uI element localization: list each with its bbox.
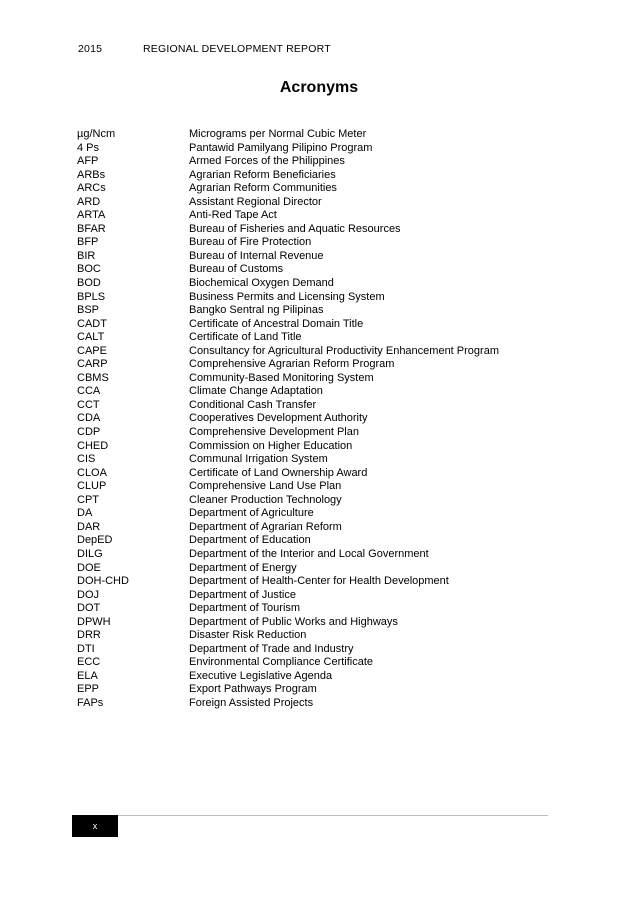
acronym-row — [77, 697, 547, 711]
acronym-abbr: CADT — [77, 317, 107, 330]
acronym-definition: Commission on Higher Education — [189, 439, 353, 452]
acronym-abbr: AFP — [77, 155, 99, 168]
acronym-abbr: CALT — [77, 331, 105, 344]
acronym-row — [77, 304, 547, 318]
acronym-definition: Department of Agriculture — [189, 507, 314, 520]
acronym-abbr: BFAR — [77, 222, 106, 235]
acronym-row — [77, 263, 547, 277]
acronym-row — [77, 331, 547, 345]
acronym-abbr: BPLS — [77, 290, 106, 303]
acronym-definition: Certificate of Ancestral Domain Title — [189, 317, 364, 330]
acronym-abbr: DPWH — [77, 615, 111, 628]
acronym-abbr: CCT — [77, 398, 100, 411]
acronym-abbr: µg/Ncm — [77, 128, 116, 140]
acronym-row — [77, 589, 547, 603]
acronym-abbr: ARD — [77, 195, 101, 208]
acronym-definition: Conditional Cash Transfer — [189, 398, 317, 411]
acronym-abbr: CLOA — [77, 466, 107, 479]
acronym-row — [77, 209, 547, 223]
acronym-row — [77, 670, 547, 684]
acronym-row — [77, 318, 547, 332]
acronym-abbr: CBMS — [77, 371, 109, 384]
acronym-definition: Comprehensive Agrarian Reform Program — [189, 358, 395, 371]
acronym-definition: Consultancy for Agricultural Productivity Enhancement Program — [189, 344, 499, 357]
acronym-definition: Business Permits and Licensing System — [189, 290, 385, 303]
acronym-definition: Disaster Risk Reduction — [189, 629, 307, 642]
running-header — [78, 43, 331, 55]
acronym-abbr: CHED — [77, 439, 109, 452]
acronym-definition: Agrarian Reform Beneficiaries — [189, 168, 336, 181]
acronym-definition: Bureau of Fire Protection — [189, 236, 312, 249]
acronym-definition: Environmental Compliance Certificate — [189, 656, 374, 669]
acronym-definition: Bureau of Customs — [189, 263, 284, 276]
acronym-row — [77, 291, 547, 305]
acronym-definition: Bureau of Internal Revenue — [189, 249, 324, 262]
acronym-abbr: DILG — [77, 547, 103, 560]
acronym-abbr: CCA — [77, 385, 101, 398]
acronym-row — [77, 467, 547, 481]
header-report-title: REGIONAL DEVELOPMENT REPORT — [143, 43, 331, 55]
acronym-definition: Anti-Red Tape Act — [189, 209, 277, 222]
acronym-abbr: CLUP — [77, 480, 107, 493]
acronym-definition: Cooperatives Development Authority — [189, 412, 368, 425]
acronym-abbr: ECC — [77, 656, 101, 669]
acronym-abbr: CARP — [77, 358, 108, 371]
acronym-row — [77, 534, 547, 548]
acronym-definition: Bureau of Fisheries and Aquatic Resources — [189, 222, 401, 235]
acronym-row — [77, 548, 547, 562]
acronym-definition: Assistant Regional Director — [189, 195, 322, 208]
acronym-definition: Pantawid Pamilyang Pilipino Program — [189, 141, 373, 154]
acronym-abbr: DA — [77, 507, 93, 520]
acronym-abbr: DOE — [77, 561, 101, 574]
acronym-row — [77, 480, 547, 494]
acronym-row — [77, 643, 547, 657]
acronym-definition: Climate Change Adaptation — [189, 385, 323, 398]
acronym-definition: Micrograms per Normal Cubic Meter — [189, 128, 367, 140]
acronym-definition: Certificate of Land Ownership Award — [189, 466, 368, 479]
acronym-abbr: BOC — [77, 263, 101, 276]
acronym-row — [77, 182, 547, 196]
acronym-definition: Foreign Assisted Projects — [189, 696, 314, 709]
acronym-row — [77, 385, 547, 399]
acronym-abbr: DTI — [77, 642, 95, 655]
acronym-row — [77, 575, 547, 589]
acronym-row — [77, 128, 547, 142]
acronym-row — [77, 412, 547, 426]
acronym-definition: Department of Health-Center for Health Development — [189, 575, 449, 588]
acronym-definition: Community-Based Monitoring System — [189, 371, 374, 384]
acronym-row — [77, 277, 547, 291]
acronym-abbr: ARTA — [77, 209, 106, 222]
acronym-row — [77, 521, 547, 535]
footer-divider — [118, 815, 548, 816]
acronym-abbr: ARBs — [77, 168, 106, 181]
acronym-definition: Biochemical Oxygen Demand — [189, 277, 334, 290]
acronym-abbr: DOH-CHD — [77, 575, 129, 588]
acronym-row — [77, 236, 547, 250]
acronym-row — [77, 169, 547, 183]
acronym-row — [77, 629, 547, 643]
acronym-row — [77, 223, 547, 237]
acronym-row — [77, 155, 547, 169]
acronym-row — [77, 399, 547, 413]
acronym-abbr: DepED — [77, 534, 113, 547]
acronym-abbr: CDP — [77, 426, 101, 439]
acronym-definition: Export Pathways Program — [189, 683, 317, 696]
acronym-row — [77, 196, 547, 210]
acronym-abbr: FAPs — [77, 696, 104, 709]
acronym-row — [77, 494, 547, 508]
page-number: x — [72, 815, 118, 837]
acronym-row — [77, 358, 547, 372]
acronym-abbr: 4 Ps — [77, 141, 100, 154]
acronym-definition: Executive Legislative Agenda — [189, 669, 333, 682]
acronym-abbr: EPP — [77, 683, 100, 696]
acronym-abbr: DAR — [77, 520, 101, 533]
acronym-abbr: ARCs — [77, 182, 106, 195]
acronym-abbr: DOT — [77, 602, 101, 615]
acronym-definition: Bangko Sentral ng Pilipinas — [189, 304, 324, 317]
acronym-row — [77, 426, 547, 440]
acronym-row — [77, 507, 547, 521]
acronym-row — [77, 250, 547, 264]
acronym-row — [77, 440, 547, 454]
acronym-row — [77, 616, 547, 630]
acronym-list — [77, 128, 547, 711]
acronym-row — [77, 372, 547, 386]
acronym-abbr: DOJ — [77, 588, 99, 601]
acronym-definition: Comprehensive Land Use Plan — [189, 480, 342, 493]
acronym-definition: Department of Education — [189, 534, 311, 547]
acronym-row — [77, 142, 547, 156]
acronym-definition: Comprehensive Development Plan — [189, 426, 359, 439]
acronym-definition: Department of the Interior and Local Government — [189, 547, 429, 560]
acronym-definition: Department of Agrarian Reform — [189, 520, 342, 533]
acronym-row — [77, 453, 547, 467]
acronym-abbr: CDA — [77, 412, 101, 425]
acronym-abbr: BSP — [77, 304, 100, 317]
acronym-abbr: BIR — [77, 249, 96, 262]
acronym-row — [77, 683, 547, 697]
acronym-abbr: BOD — [77, 277, 101, 290]
acronym-row — [77, 602, 547, 616]
acronym-definition: Armed Forces of the Philippines — [189, 155, 345, 168]
acronym-abbr: CPT — [77, 493, 99, 506]
acronym-definition: Department of Tourism — [189, 602, 301, 615]
acronym-abbr: DRR — [77, 629, 101, 642]
acronym-definition: Certificate of Land Title — [189, 331, 302, 344]
page-title: Acronyms — [279, 79, 359, 96]
acronym-row — [77, 656, 547, 670]
acronym-definition: Communal Irrigation System — [189, 453, 328, 466]
acronym-row — [77, 345, 547, 359]
acronym-definition: Department of Energy — [189, 561, 297, 574]
acronym-definition: Cleaner Production Technology — [189, 493, 342, 506]
acronym-row — [77, 562, 547, 576]
acronym-definition: Agrarian Reform Communities — [189, 182, 337, 195]
header-year: 2015 — [78, 43, 103, 55]
acronym-abbr: ELA — [77, 669, 98, 682]
acronym-abbr: BFP — [77, 236, 99, 249]
acronym-definition: Department of Public Works and Highways — [189, 615, 398, 628]
acronym-definition: Department of Justice — [189, 588, 296, 601]
acronym-abbr: CAPE — [77, 344, 107, 357]
acronym-abbr: CIS — [77, 453, 96, 466]
acronym-definition: Department of Trade and Industry — [189, 642, 354, 655]
